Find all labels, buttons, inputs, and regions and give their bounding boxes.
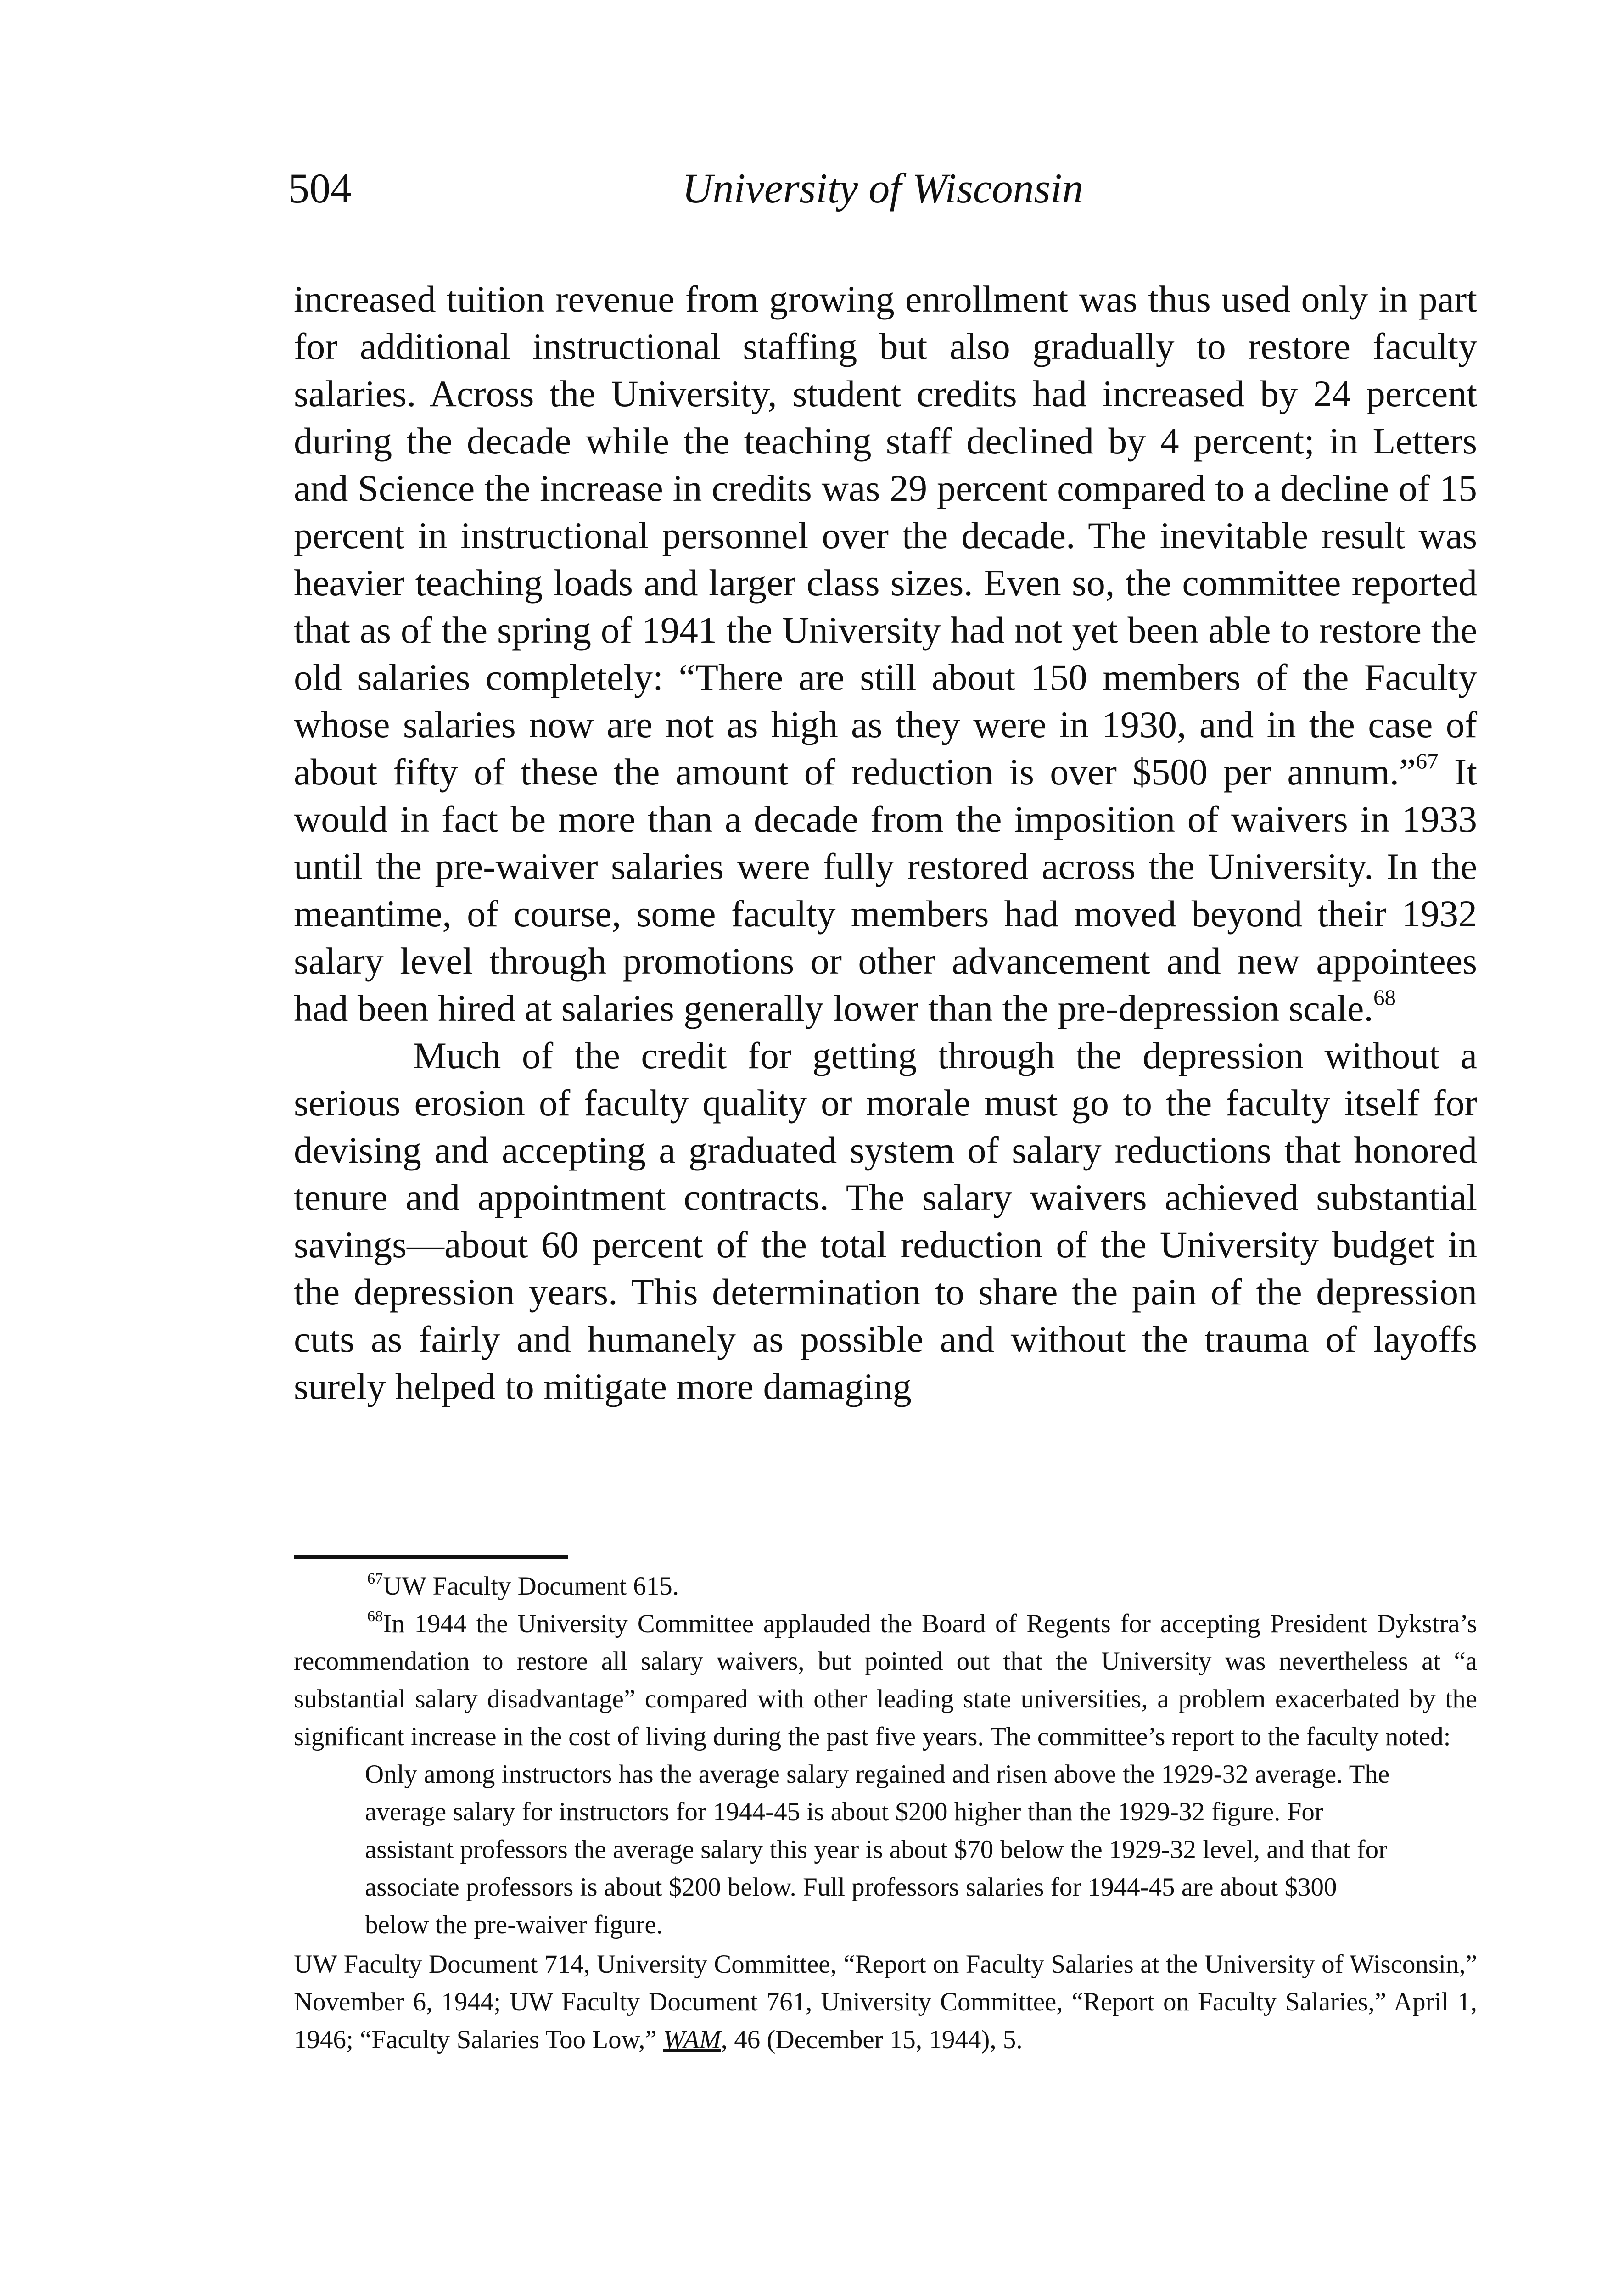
body-text [294,275,1477,1410]
footnote-68-citation [294,1946,1477,2059]
footnote-68-quote: Only among instructors has the average salary regained and risen above the 1929-32 average. The average salary for instructors for 1944-45 is about $200 higher than the 1929-32 figure. For assistant professors the average salary this year is about $70 below the 1929-32 level, and that for associate professors is about $200 below. Full professors salaries for 1944-45 are about $300 below the pre-waiver figure. [365,1760,1390,1939]
body-paragraph-1-part-a: increased tuition revenue from growing enrollment was thus used only in part for additional instructional staffing but also gradually to restore faculty salaries. Across the University, student credits had increased by 24 percent during the decade while the teaching staff declined by 4 percent; in Letters and Science the increase in credits was 29 percent compared to a decline of 15 percent in instructional personnel over the decade. The inevitable result was heavier teaching loads and larger class sizes. Even so, the committee reported that as of the spring of 1941 the University had not yet been able to restore the old salaries completely: “There are still about 150 members of the Faculty whose salaries now are not as high as they were in 1930, and in the case of about fifty of these the amount of reduction is over $500 per annum.” [294,278,1477,793]
footnotes [294,1567,1477,2059]
body-paragraph-1-part-b: It would in fact be more than a decade from the imposition of waivers in 1933 until the pre-waiver salaries were fully restored across the University. In the meantime, of course, some faculty members had moved beyond their 1932 salary level through promotions or other advancement and new appointees had been hired at salaries generally lower than the pre-depression scale. [294,751,1477,1029]
body-paragraph-1 [294,275,1477,1032]
footnote-68 [294,1605,1477,1756]
page-number: 504 [288,165,352,212]
footnote-67-text: UW Faculty Document 615. [383,1572,679,1601]
footnote-68-citation-part-b: , 46 (December 15, 1944), 5. [721,2025,1023,2054]
body-paragraph-2: Much of the credit for getting through the depression without a serious erosion of faculty quality or morale must go to the faculty itself for devising and accepting a graduated system of salary reductions that honored tenure and appointment contracts. The salary waivers achieved substantial savings—about 60 percent of the total reduction of the University budget in the depression years. This determination to share the pain of the depression cuts as fairly and humanely as possible and without the trauma of layoffs surely helped to mitigate more damaging [294,1035,1477,1407]
running-title: University of Wisconsin [682,165,1083,212]
footnote-divider [294,1555,568,1559]
footnote-ref-68: 68 [1373,985,1396,1010]
footnote-67 [294,1567,1477,1605]
footnote-67-number: 67 [367,1570,383,1588]
footnote-68-citation-part-a: UW Faculty Document 714, University Committee, “Report on Faculty Salaries at the University of Wisconsin,” November 6, 1944; UW Faculty Document 761, University Committee, “Report on Faculty Salaries,” April 1, 1946; “Faculty Salaries Too Low,” [294,1950,1477,2054]
footnote-68-number: 68 [367,1608,383,1625]
footnote-68-text: In 1944 the University Committee applauded the Board of Regents for accepting President Dykstra’s recommendation to restore all salary waivers, but pointed out that the University was nevertheless at “a substantial salary disadvantage” compared with other leading state universities, a problem exacerbated by the significant increase in the cost of living during the past five years. The committee’s report to the faculty noted: [294,1609,1477,1751]
footnote-68-citation-journal: WAM [663,2025,721,2054]
page-header [288,161,1477,216]
footnote-ref-67: 67 [1416,748,1439,774]
